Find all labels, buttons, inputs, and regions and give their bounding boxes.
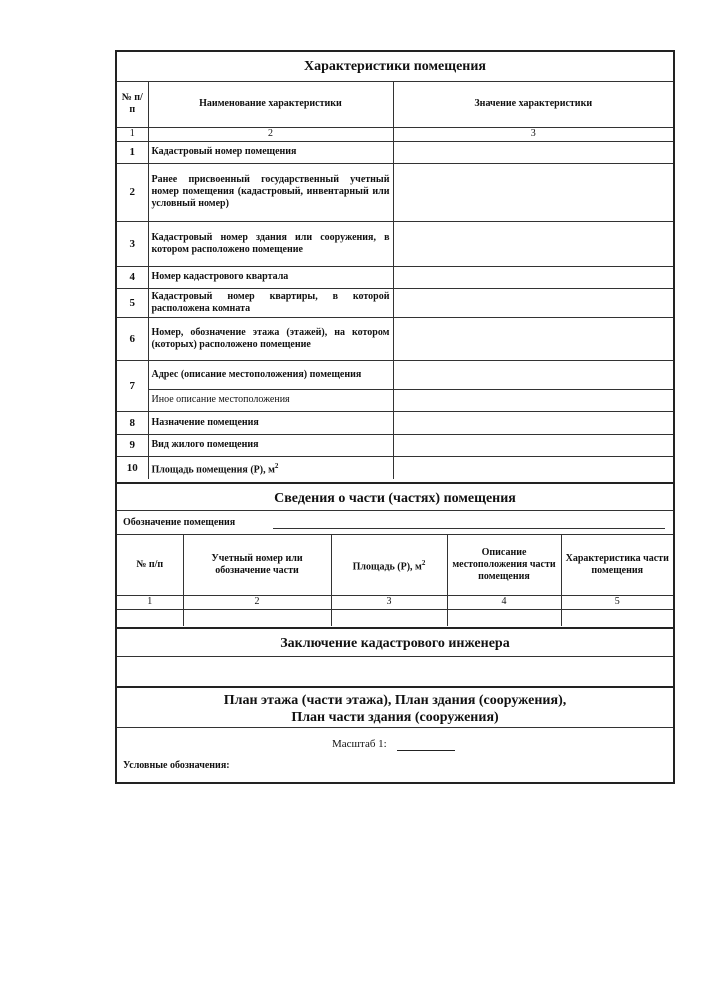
parts-area-label: Площадь (P), м xyxy=(352,560,422,572)
parts-table xyxy=(117,535,673,626)
row-num: 6 xyxy=(117,317,148,360)
row-value[interactable] xyxy=(393,456,673,479)
parts-cell[interactable] xyxy=(183,609,331,626)
table-row xyxy=(117,360,673,389)
table-row xyxy=(117,163,673,221)
parts-header-location: Описание местоположения части помещения xyxy=(447,535,561,595)
index-row xyxy=(117,127,673,141)
parts-table-wrap xyxy=(117,535,673,626)
plan-area xyxy=(117,728,673,782)
table-row xyxy=(117,288,673,317)
table-row xyxy=(117,317,673,360)
row-num: 2 xyxy=(117,163,148,221)
designation-label: Обозначение помещения xyxy=(123,517,236,528)
row-value[interactable] xyxy=(393,411,673,434)
parts-title: Сведения о части (частях) помещения xyxy=(117,482,673,511)
parts-index-cell: 5 xyxy=(561,595,673,609)
characteristics-table-wrap xyxy=(117,82,673,479)
legend-label: Условные обозначения: xyxy=(123,760,230,771)
conclusion-title: Заключение кадастрового инженера xyxy=(117,627,673,657)
table-row xyxy=(117,141,673,163)
index-cell: 3 xyxy=(393,127,673,141)
row-value[interactable] xyxy=(393,288,673,317)
row-value[interactable] xyxy=(393,317,673,360)
parts-cell[interactable] xyxy=(447,609,561,626)
index-cell: 2 xyxy=(148,127,393,141)
characteristics-title: Характеристики помещения xyxy=(117,52,673,82)
parts-cell[interactable] xyxy=(117,609,183,626)
row-label: Кадастровый номер здания или сооружения, в котором расположено помещение xyxy=(148,221,393,266)
row-value[interactable] xyxy=(393,360,673,389)
parts-index-row xyxy=(117,595,673,609)
row-label: Кадастровый номер квартиры, в которой расположена комната xyxy=(148,288,393,317)
plan-title-line-1: План этажа (части этажа), План здания (сооружения), xyxy=(223,693,567,708)
row-sub-label: Иное описание местоположения xyxy=(148,389,393,411)
row-num: 7 xyxy=(117,360,148,411)
row-label xyxy=(148,456,393,479)
row-num: 10 xyxy=(117,456,148,479)
row-num: 3 xyxy=(117,221,148,266)
table-row xyxy=(117,456,673,479)
parts-header-characteristic: Характеристика части помещения xyxy=(561,535,673,595)
header-value: Значение характеристики xyxy=(393,82,673,127)
row-value[interactable] xyxy=(393,389,673,411)
row-label: Ранее присвоенный государственный учетный номер помещения (кадастровый, инвентарный или условный номер) xyxy=(148,163,393,221)
row-label: Номер, обозначение этажа (этажей), на котором (которых) расположено помещение xyxy=(148,317,393,360)
row-label: Адрес (описание местоположения) помещения xyxy=(148,360,393,389)
row-value[interactable] xyxy=(393,141,673,163)
parts-header-num: № п/п xyxy=(117,535,183,595)
plan-title-line-2: План части здания (сооружения) xyxy=(291,710,499,725)
row-label: Назначение помещения xyxy=(148,411,393,434)
parts-header-account: Учетный номер или обозначение части xyxy=(183,535,331,595)
parts-header-area xyxy=(331,535,447,595)
row-num: 8 xyxy=(117,411,148,434)
row-num: 5 xyxy=(117,288,148,317)
header-name: Наименование характеристики xyxy=(148,82,393,127)
row-num: 9 xyxy=(117,434,148,456)
header-num: № п/п xyxy=(117,82,148,127)
table-row xyxy=(117,411,673,434)
table-row xyxy=(117,389,673,411)
parts-empty-row xyxy=(117,609,673,626)
technical-plan-form xyxy=(115,50,675,784)
table-row xyxy=(117,434,673,456)
designation-field[interactable] xyxy=(273,528,665,529)
scale-field[interactable] xyxy=(397,750,455,751)
table-row xyxy=(117,221,673,266)
index-cell: 1 xyxy=(117,127,148,141)
table-row xyxy=(117,266,673,288)
parts-area-sup: 2 xyxy=(421,558,426,567)
parts-cell[interactable] xyxy=(331,609,447,626)
row-value[interactable] xyxy=(393,266,673,288)
row-value[interactable] xyxy=(393,163,673,221)
designation-row xyxy=(117,511,673,535)
characteristics-table xyxy=(117,82,673,479)
row-label: Номер кадастрового квартала xyxy=(148,266,393,288)
parts-index-cell: 3 xyxy=(331,595,447,609)
parts-header-row xyxy=(117,535,673,595)
area-unit-sup: 2 xyxy=(274,461,279,470)
row-num: 4 xyxy=(117,266,148,288)
plan-title xyxy=(117,686,673,728)
row-label: Вид жилого помещения xyxy=(148,434,393,456)
row-value[interactable] xyxy=(393,434,673,456)
parts-index-cell: 1 xyxy=(117,595,183,609)
row-value[interactable] xyxy=(393,221,673,266)
row-label: Кадастровый номер помещения xyxy=(148,141,393,163)
parts-index-cell: 4 xyxy=(447,595,561,609)
conclusion-field[interactable] xyxy=(117,657,673,686)
scale-label: Масштаб 1: xyxy=(332,738,387,750)
parts-index-cell: 2 xyxy=(183,595,331,609)
row-num: 1 xyxy=(117,141,148,163)
table-header-row xyxy=(117,82,673,127)
parts-cell[interactable] xyxy=(561,609,673,626)
area-label: Площадь помещения (P), м xyxy=(151,463,275,475)
